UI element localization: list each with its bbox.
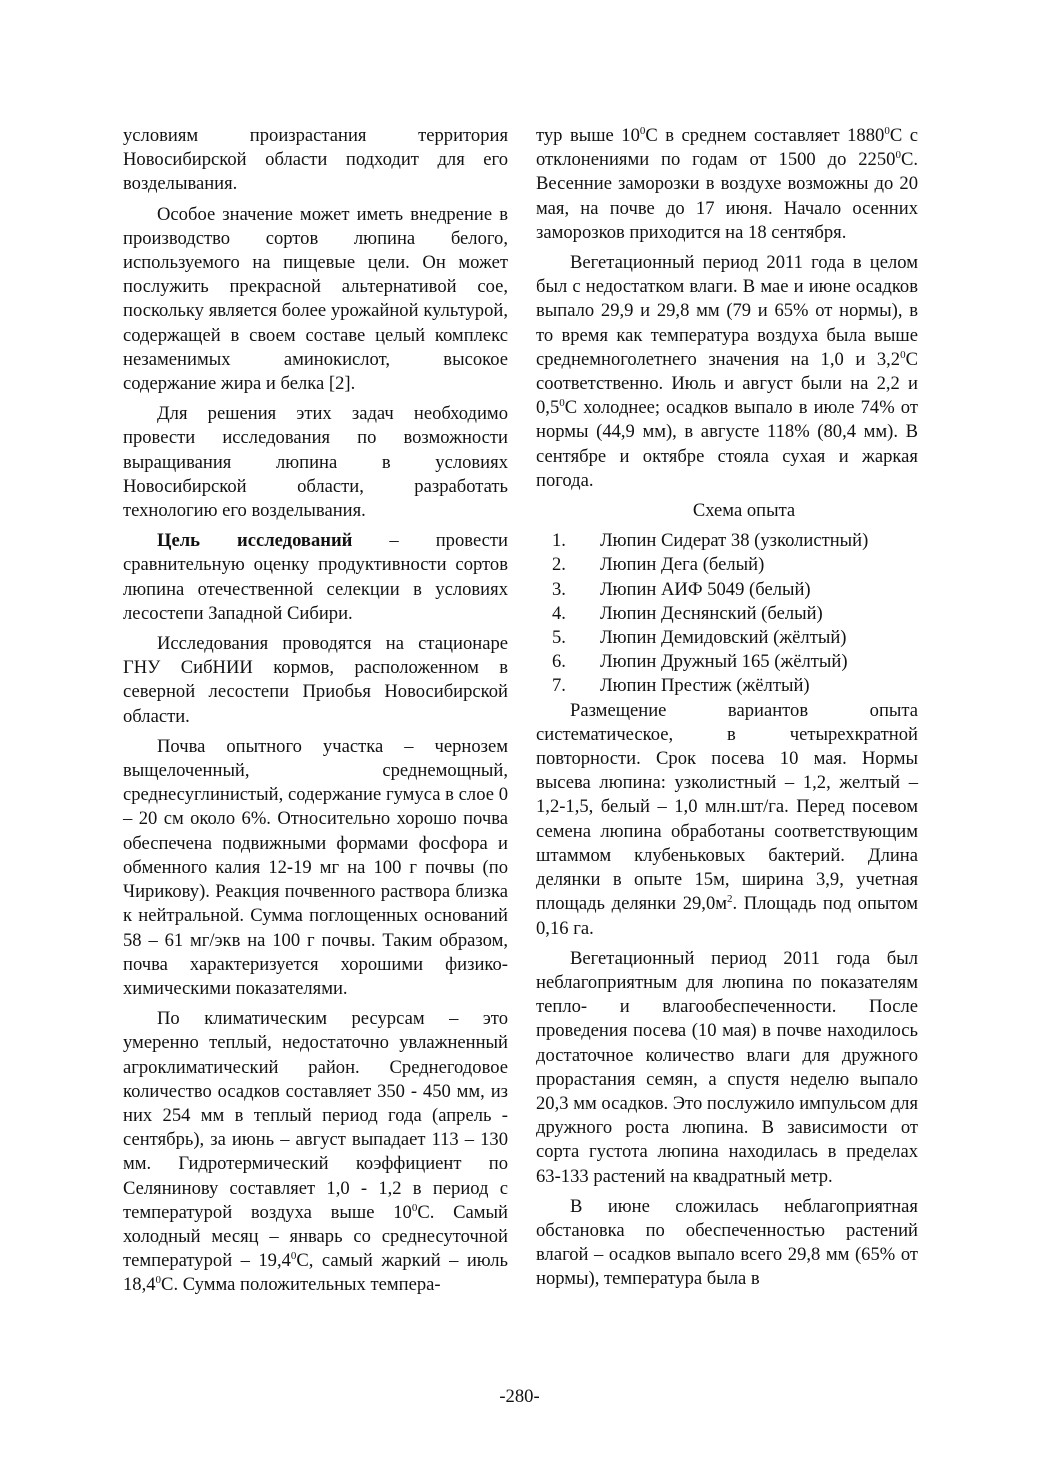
- text-run: С. Самый холодный месяц – январь со среднесуточной температурой – 19,4: [123, 1201, 508, 1272]
- paragraph-goal: [123, 529, 508, 626]
- item-number: 4.: [552, 602, 566, 624]
- paragraph: Особое значение может иметь внедрение в производство сортов люпина белого, используемого на пищевые цели. Он может послужить прекрасной альтернативой сое, поскольку является более урожайной культурой, содержащей в своем составе целый комплекс незаменимых аминокислот, высокое содержание жира и белка [2].: [123, 203, 508, 395]
- text-run: По климатическим ресурсам – это умеренно теплый, недостаточно увлажненный агроклиматический район. Среднегодовое количество осадков составляет 350 - 450 мм, из них 254 мм в теплый период года (апрель - сентябрь), за июнь – август выпадает 113 – 130 мм. Гидротермический коэффициент по Селянинову составляет 1,0 - 1,2 в период с температурой воздуха выше 10: [123, 1008, 508, 1223]
- paragraph: Вегетационный период 2011 года был неблагоприятным для люпина по показателям тепло- и влагообеспеченности. После проведения посева (10 мая) в почве находилось достаточное количество влаги для дружного прорастания семян, а спустя неделю выпало 20,3 мм осадков. Это послужило импульсом для дружного роста люпина. В зависимости от сорта густота люпина находилась в пределах 63-133 растений на квадратный метр.: [536, 947, 919, 1187]
- left-column: [123, 124, 508, 1304]
- right-column: [536, 124, 918, 1298]
- text-run: Вегетационный период 2011 года в целом был с недостатком влаги. В мае и июне осадков выпало 29,9 и 29,8 мм (79 и 65% от нормы), в то время как температура воздуха была выше среднемноголетнего значения на 1,0 и 3,2: [536, 252, 918, 370]
- list-item: [536, 626, 918, 650]
- text-run: . Площадь под опытом 0,16 га.: [536, 893, 918, 939]
- text-run: Размещение вариантов опыта систематическое, в четырехкратной повторности. Срок посева 10 мая. Нормы высева люпина: узколистный – 1,2, желтый – 1,2-1,5, белый – 1,0 млн.шт/га. Перед посевом семена люпина обработаны соответствующим штаммом клубеньковых бактерий. Длина делянки в опыте 15м, ширина 3,9, учетная площадь делянки 29,0м: [536, 699, 918, 915]
- degree-sup: 0: [411, 1201, 418, 1214]
- text-run: С. Весенние заморозки в воздухе возможны до 20 мая, на почве до 17 июня. Начало осенних заморозков приходится на 18 сентября.: [536, 149, 918, 243]
- goal-label: Цель исследований: [157, 530, 353, 552]
- item-number: 2.: [552, 554, 566, 576]
- item-text: Люпин Престиж (жёлтый): [600, 675, 810, 697]
- paragraph: условиям произрастания территория Новосибирской области подходит для его возделывания.: [123, 125, 508, 195]
- scheme-title: Схема опыта: [692, 500, 796, 522]
- item-text: Люпин Дружный 165 (жёлтый): [600, 651, 848, 673]
- list-item: [536, 602, 918, 626]
- paragraph: Для решения этих задач необходимо провести исследования по возможности выращивания люпина в условиях Новосибирской области, разработать технологию его возделывания.: [123, 403, 508, 522]
- degree-sup: 0: [639, 124, 646, 137]
- item-text: Люпин АИФ 5049 (белый): [600, 578, 811, 600]
- text-run: С соответственно. Июль и август были на 2,2 и 0,5: [536, 348, 918, 419]
- degree-sup: 0: [155, 1274, 162, 1287]
- page-number: -280-: [499, 1386, 540, 1407]
- degree-sup: 0: [900, 348, 906, 361]
- item-text: Люпин Дега (белый): [600, 554, 765, 576]
- list-item: [536, 529, 918, 553]
- paragraph: Почва опытного участка – чернозем выщелоченный, среднемощный, среднесуглинистый, содержание гумуса в слое 0 – 20 см около 6%. Относительно хорошо почва обеспечена подвижными формами фосфора и обменного калия 12-19 мг на 100 г почвы (по Чирикову). Реакция почвенного раствора близка к нейтральной. Сумма поглощенных оснований 58 – 61 мг/экв на 100 г почвы. Таким образом, почва характеризуется хорошими физико-химическими показателями.: [123, 735, 508, 999]
- list-item: [536, 578, 918, 602]
- list-item: [536, 650, 918, 674]
- paragraph-vegetation: [536, 251, 918, 493]
- paragraph-placement: [536, 699, 918, 941]
- degree-sup: 0: [895, 149, 901, 162]
- text-run: С с отклонениями по годам от 1500 до 2250: [536, 125, 918, 171]
- squared-sup: 2: [727, 893, 733, 906]
- list-item: [536, 674, 918, 698]
- item-text: Люпин Деснянский (белый): [600, 602, 823, 624]
- degree-sup: 0: [884, 124, 890, 137]
- list-item: [536, 553, 918, 577]
- item-number: 1.: [552, 530, 566, 552]
- item-text: Люпин Сидерат 38 (узколистный): [600, 530, 869, 552]
- degree-sup: 0: [290, 1249, 297, 1262]
- text-run: С в среднем составляет 1880: [645, 125, 885, 146]
- paragraph: Исследования проводятся на стационаре ГНУ СибНИИ кормов, расположенном в северной лесостепи Приобья Новосибирской области.: [123, 633, 508, 727]
- paragraph-climate: [123, 1007, 508, 1297]
- item-number: 3.: [552, 578, 566, 600]
- item-number: 6.: [552, 651, 566, 673]
- text-run: тур выше 10: [536, 125, 640, 146]
- item-text: Люпин Демидовский (жёлтый): [600, 627, 847, 649]
- item-number: 5.: [552, 627, 566, 649]
- item-number: 7.: [552, 675, 566, 697]
- text-run: С, самый жаркий – июль 18,4: [123, 1250, 508, 1296]
- paragraph-continued: [536, 124, 918, 245]
- text-run: С холоднее; осадков выпало в июле 74% от нормы (44,9 мм), в августе 118% (80,4 мм). В сентябре и октябре стояла сухая и жаркая погода.: [536, 397, 918, 491]
- scheme-list: [536, 529, 918, 698]
- paragraph: В июне сложилась неблагоприятная обстановка по обеспеченностью растений влагой – осадков выпало всего 29,8 мм (65% от нормы), температура была в: [536, 1195, 918, 1290]
- degree-sup: 0: [559, 397, 565, 410]
- goal-text: – провести сравнительную оценку продуктивности сортов люпина отечественной селекции в условиях лесостепи Западной Сибири.: [123, 530, 508, 624]
- text-run: С. Сумма положительных темпера-: [161, 1274, 441, 1296]
